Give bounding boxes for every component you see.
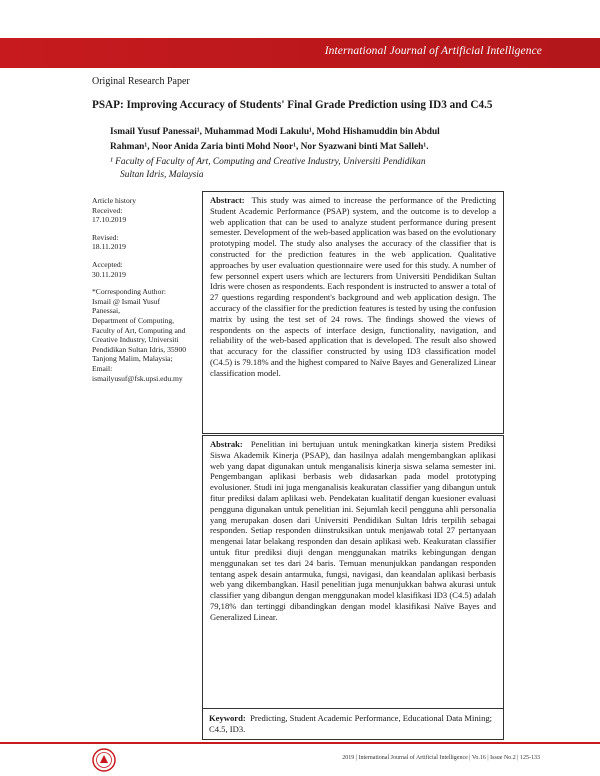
revised-label: Revised:	[92, 232, 119, 242]
journal-banner	[0, 38, 600, 68]
dept-line-1: Department of Computing,	[92, 315, 175, 325]
affiliation	[110, 156, 500, 182]
article-info	[92, 196, 202, 383]
authors	[110, 125, 510, 155]
dept-line-3: Creative Industry, Universiti	[92, 335, 179, 345]
email-label: Email:	[92, 363, 113, 373]
corresponding-label: *Corresponding Author:	[92, 287, 167, 297]
abstract-label: Abstract:	[210, 195, 245, 205]
paper-type: Original Research Paper	[92, 76, 190, 87]
dept-line-2: Faculty of Art, Computing and	[92, 325, 186, 335]
authors-line-1: Ismail Yusuf Panessai¹, Muhammad Modi Lakulu¹, Mohd Hishamuddin bin Abdul	[110, 127, 440, 137]
footer-reference: 2019 | International Journal of Artificial Intelligence | Vo.16 | Issue No.2 | 125-133	[342, 755, 540, 761]
received-label: Received:	[92, 205, 123, 215]
abstrak-text: Penelitian ini bertujuan untuk meningkatkan kinerja sistem Prediksi Siswa Akademik Kinerja (PSAP), dan hasilnya adalah mengembangkan aplikasi web yang dapat digunakan untuk menganalisis kinerja siswa selama semester ini. Pengembangan aplikasi berbasis web didasarkan pada model prototyping evolusioner. Studi ini juga menganalisis keakuratan classifier yang dibangun untuk fitur prediksi dalam aplikasi web. Pendekatan kualitatif dengan kuesioner evaluasi pengguna digunakan untuk penelitian ini. Sejumlah kecil pengguna ahli personalia yang merupakan dosen dari Universiti Pendidikan Sultan Idris terpilih sebagai responden. Setiap responden diinstruksikan untuk menjawab total 27 pertanyaan mengenai latar belakang responden dan desain aplikasi web. Keakuratan classifier untuk fitur prediksi diuji dengan menggunakan matriks kebingungan dengan menggunakan set tes dari 24 baris. Temuan menunjukkan pandangan responden tentang aspek desain antarmuka, fungsi, navigasi, dan keandalan aplikasi berbasis web yang dikembangkan. Hasil penelitian juga menunjukkan bahwa akurasi untuk classifier yang dibangun dengan menggunakan model klasifikasi ID3 (C4.5) adalah 79,18% dan tertinggi dibandingkan dengan model klasifikasi Naïve Bayes and Generalized Linear.	[210, 439, 496, 622]
keywords-label: Keyword:	[209, 713, 246, 723]
affiliation-line-2: Sultan Idris, Malaysia	[120, 170, 204, 180]
revised-date: 18.11.2019	[92, 242, 126, 252]
corresponding-name-1: Ismail @ Ismail Yusuf	[92, 296, 161, 306]
authors-line-2: Rahman¹, Noor Anida Zaria binti Mohd Noor¹, Nor Syazwani binti Mat Salleh¹.	[110, 142, 429, 152]
corresponding-name-2: Panessai,	[92, 306, 121, 316]
journal-name: International Journal of Artificial Intelligence	[324, 45, 542, 57]
paper-title: PSAP: Improving Accuracy of Students' Final Grade Prediction using ID3 and C4.5	[92, 99, 493, 111]
abstrak-label: Abstrak:	[210, 439, 243, 449]
keywords-text: Predicting, Student Academic Performance, Educational Data Mining; C4.5, ID3.	[209, 713, 493, 734]
received-date: 17.10.2019	[92, 215, 127, 225]
keywords	[202, 708, 504, 739]
abstract-indonesian	[202, 435, 504, 740]
abstract-english	[202, 191, 504, 434]
dept-line-4: Pendidikan Sultan Idris, 35900	[92, 344, 187, 354]
email-address[interactable]: ismailyusuf@fsk.upsi.edu.my	[92, 373, 183, 383]
dept-line-5: Tanjong Malim, Malaysia;	[92, 354, 173, 364]
accepted-label: Accepted:	[92, 259, 123, 269]
accepted-date: 30.11.2019	[92, 269, 126, 279]
history-label: Article history	[92, 196, 137, 205]
page-footer	[0, 742, 600, 776]
university-seal-icon	[92, 748, 116, 772]
abstract-text: This study was aimed to increase the performance of the Predicting Student Academic Performance (PSAP) system, and the outcome is to develop a web application that can be used to analyze student performance during present semester. Development of the web-based application was based on the evolutionary prototyping model. The study also analyses the accuracy of the classifier that is constructed for the prediction features in the web application. Qualitative approaches by user evaluation questionnaire were used for this study. A number of few personnel expert users which are lecturers from Universiti Pendidikan Sultan Idris were chosen as respondents. Each respondent is instructed to answer a total of 27 questions regarding respondent's background and web application design. The accuracy of the classifier for the prediction features is tested by using the confusion matrix by using the test set of 24 rows. The findings showed the views of respondents on the aspects of interface design, functionality, navigation, and reliability of the web-based application that is developed. The result also showed that accuracy for the classifier constructed by using ID3 classification model (C4.5) is 79.18% and the highest compared to Naïve Bayes and Generalized Linear classification model.	[210, 195, 496, 378]
affiliation-line-1: ¹ Faculty of Faculty of Art, Computing and Creative Industry, Universiti Pendidikan	[110, 157, 426, 167]
